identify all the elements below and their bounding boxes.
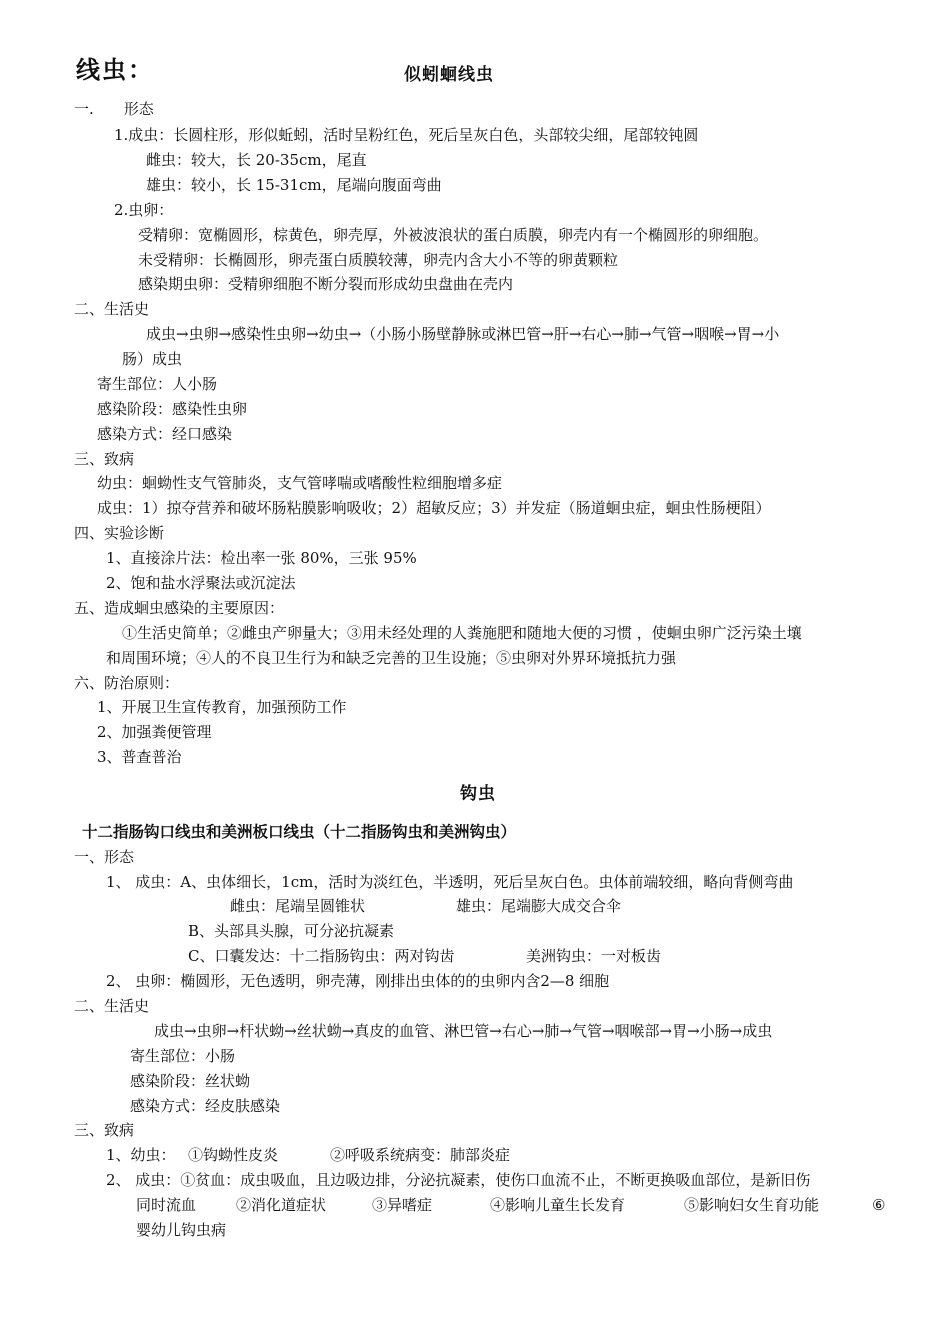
hookworm-line: ③异嗜症 — [372, 1196, 433, 1214]
ascaris-line: 成虫→虫卵→感染性虫卵→幼虫→（小肠小肠壁静脉或淋巴管→肝→右心→肺→气管→咽喉→胃→小 — [146, 325, 780, 343]
ascaris-line: 感染阶段：感染性虫卵 — [97, 400, 248, 418]
hookworm-line: ④影响儿童生长发育 — [490, 1196, 626, 1214]
hookworm-line: 婴幼儿钩虫病 — [136, 1221, 227, 1239]
hookworm-line: 雌虫：尾端呈圆锥状 — [230, 897, 366, 915]
hookworm-line: C、口囊发达：十二指肠钩虫：两对钩齿 — [188, 947, 455, 965]
ascaris-line: 2、加强粪便管理 — [97, 723, 212, 741]
hookworm-line: 2、 虫卵：椭圆形，无色透明，卵壳薄，刚排出虫体的的虫卵内含2—8 细胞 — [106, 972, 610, 990]
hookworm-line: B、头部具头腺，可分泌抗凝素 — [188, 922, 395, 940]
ascaris-line: 四、实验诊断 — [74, 524, 165, 542]
hookworm-line: ②呼吸系统病变：肺部炎症 — [330, 1146, 511, 1164]
ascaris-line: 1、开展卫生宣传教育，加强预防工作 — [97, 698, 347, 716]
ascaris-line: 受精卵：宽椭圆形，棕黄色，卵壳厚，外被波浪状的蛋白质膜，卵壳内有一个椭圆形的卵细胞。 — [138, 226, 769, 244]
hookworm-line: 1、 成虫：A、虫体细长，1cm，活时为淡红色，半透明，死后呈灰白色。虫体前端较细，略向背侧弯曲 — [106, 873, 794, 891]
ascaris-line: 雄虫：较小，长 15-31cm，尾端向腹面弯曲 — [146, 176, 442, 194]
ascaris-line: 1.成虫：长圆柱形，形似蚯蚓，活时呈粉红色，死后呈灰白色，头部较尖细，尾部较钝圆 — [114, 126, 699, 144]
hookworm-line: 感染方式：经皮肤感染 — [130, 1097, 281, 1115]
ascaris-line: 未受精卵：长椭圆形，卵壳蛋白质膜较薄，卵壳内含大小不等的卵黄颗粒 — [138, 251, 619, 269]
hookworm-line: ①钩蚴性皮炎 — [188, 1146, 279, 1164]
ascaris-line: 五、造成蛔虫感染的主要原因： — [74, 599, 285, 617]
ascaris-line: 寄生部位：人小肠 — [97, 375, 218, 393]
hookworm-line: ②消化道症状 — [236, 1196, 327, 1214]
ascaris-line: 感染方式：经口感染 — [97, 425, 233, 443]
ascaris-line: 一. 形态 — [74, 100, 154, 118]
ascaris-line: 六、防治原则： — [74, 674, 180, 692]
ascaris-line: 雌虫：较大，长 20-35cm，尾直 — [146, 151, 367, 169]
ascaris-line: 2、饱和盐水浮聚法或沉淀法 — [106, 574, 296, 592]
ascaris-line: 2.虫卵： — [114, 201, 174, 219]
hookworm-line: 雄虫：尾端膨大成交合伞 — [456, 897, 622, 915]
ascaris-line: 感染期虫卵：受精卵细胞不断分裂而形成幼虫盘曲在壳内 — [138, 275, 514, 293]
hookworm-line: 2、 成虫：①贫血：成虫吸血，且边吸边排，分泌抗凝素，使伤口血流不止，不断更换吸血部位，是新旧伤 — [106, 1171, 811, 1189]
hookworm-line: 感染阶段：丝状蚴 — [130, 1072, 251, 1090]
hookworm-line: 三、致病 — [74, 1121, 135, 1139]
ascaris-title: 似蚓蛔线虫 — [404, 65, 494, 85]
ascaris-line: 和周围环境；④人的不良卫生行为和缺乏完善的卫生设施；⑤虫卵对外界环境抵抗力强 — [106, 649, 677, 667]
ascaris-line: 肠）成虫 — [122, 350, 183, 368]
ascaris-line: 1、直接涂片法：检出率一张 80%，三张 95% — [106, 549, 417, 567]
hookworm-line: 同时流血 — [136, 1196, 197, 1214]
ascaris-line: ①生活史简单；②雌虫产卵量大；③用未经处理的人粪施肥和随地大便的习惯 ，使蛔虫卵广泛污染土壤 — [122, 624, 802, 642]
ascaris-line: 三、致病 — [74, 450, 135, 468]
hookworm-line: 1、幼虫： — [106, 1146, 176, 1164]
hookworm-line: ⑥ — [872, 1196, 886, 1214]
hookworm-line: 成虫→虫卵→杆状蚴→丝状蚴→真皮的血管、淋巴管→右心→肺→气管→咽喉部→胃→小肠→成虫 — [154, 1022, 773, 1040]
hookworm-line: ⑤影响妇女生育功能 — [684, 1196, 820, 1214]
main-heading: 线虫： — [76, 56, 154, 84]
hookworm-line: 二、生活史 — [74, 997, 150, 1015]
ascaris-line: 成虫：1）掠夺营养和破坏肠粘膜影响吸收；2）超敏反应；3）并发症（肠道蛔虫症，蛔虫性肠梗阻） — [97, 499, 771, 517]
ascaris-line: 幼虫：蛔蚴性支气管肺炎，支气管哮喘或嗜酸性粒细胞增多症 — [97, 474, 503, 492]
hookworm-title: 钩虫 — [460, 784, 496, 804]
hookworm-subtitle: 十二指肠钩口线虫和美洲板口线虫（十二指肠钩虫和美洲钩虫） — [82, 823, 517, 841]
ascaris-line: 二、生活史 — [74, 300, 150, 318]
hookworm-line: 一、形态 — [74, 848, 135, 866]
hookworm-line: 美洲钩虫：一对板齿 — [526, 947, 662, 965]
ascaris-line: 3、普查普治 — [97, 748, 182, 766]
hookworm-line: 寄生部位：小肠 — [130, 1047, 236, 1065]
